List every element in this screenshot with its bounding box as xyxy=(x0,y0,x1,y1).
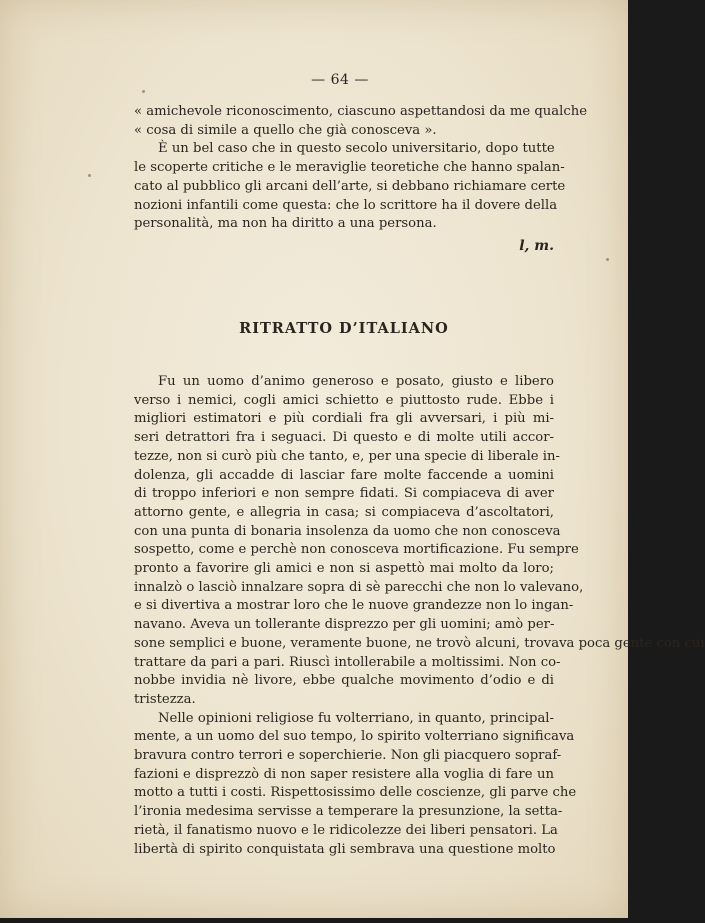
text-line: fazioni e disprezzò di non saper resistere alla voglia di fare un xyxy=(134,766,554,782)
text-line: innalzò o lasciò innalzare sopra di sè parecchi che non lo valevano, xyxy=(134,579,584,595)
text-line: verso i nemici, cogli amici schietto e piuttosto rude. Ebbe i xyxy=(134,392,554,408)
text-line: migliori estimatori e più cordiali fra gli avversari, i più mi- xyxy=(134,411,554,427)
text-line: tristezza. xyxy=(134,691,196,707)
paper-speck xyxy=(142,90,145,93)
text-line: motto a tutti i costi. Rispettosissimo delle coscienze, gli parve che xyxy=(134,785,577,801)
text-line: rietà, il fanatismo nuovo e le ridicolezze dei liberi pensatori. La xyxy=(134,822,558,838)
text-line: seri detrattori fra i seguaci. Di questo e di molte utili accor- xyxy=(134,430,554,446)
text-line: cato al pubblico gli arcani dell’arte, si debbano richiamare certe xyxy=(134,178,566,194)
page-number: — 64 — xyxy=(311,72,369,88)
paper-speck xyxy=(606,258,609,261)
text-line: « amichevole riconoscimento, ciascuno aspettandosi da me qualche xyxy=(134,104,588,119)
text-line: di troppo inferiori e non sempre fidati. Si compiaceva di aver xyxy=(134,486,554,502)
text-line: nozioni infantili come questa: che lo scrittore ha il dovere della xyxy=(134,197,558,213)
author-signature: l, m. xyxy=(519,238,554,254)
text-line: bravura contro terrori e soperchierie. Non gli piacquero sopraf- xyxy=(134,748,562,764)
text-line: dolenza, gli accadde di lasciar fare molte faccende a uomini xyxy=(134,467,554,483)
text-line: l’ironia medesima servisse a temperare la presunzione, la setta- xyxy=(134,804,563,820)
text-line: sone semplici e buone, veramente buone, ne trovò alcuni, trovava poca gente con cui xyxy=(134,635,705,651)
text-line: nobbe invidia nè livore, ebbe qualche movimento d’odio e di xyxy=(134,673,554,689)
text-line: mente, a un uomo del suo tempo, lo spirito volterriano significava xyxy=(134,729,575,745)
text-line: Fu un uomo d’animo generoso e posato, giusto e libero xyxy=(158,374,554,389)
text-line: Nelle opinioni religiose fu volterriano, in quanto, principal- xyxy=(158,710,554,726)
body-paragraphs xyxy=(134,373,705,859)
paper-speck xyxy=(88,174,91,177)
text-line: attorno gente, e allegria in casa; si compiaceva d’ascoltatori, xyxy=(134,504,554,520)
text-line: con una punta di bonaria insolenza da uomo che non conosceva xyxy=(134,523,561,539)
text-line: sospetto, come e perchè non conosceva mortificazione. Fu sempre xyxy=(134,542,579,558)
text-line: pronto a favorire gli amici e non si aspettò mai molto da loro; xyxy=(134,561,554,577)
text-line: tezze, non si curò più che tanto, e, per una specie di liberale in- xyxy=(134,448,560,464)
text-line: È un bel caso che in questo secolo universitario, dopo tutte xyxy=(158,141,555,157)
text-line: « cosa di simile a quello che già conosceva ». xyxy=(134,122,437,138)
text-line: libertà di spirito conquistata gli sembrava una questione molto xyxy=(134,841,556,857)
text-line: personalità, ma non ha diritto a una persona. xyxy=(134,216,437,232)
text-line: navano. Aveva un tollerante disprezzo per gli uomini; amò per- xyxy=(134,617,555,633)
text-line: e si divertiva a mostrar loro che le nuove grandezze non lo ingan- xyxy=(134,598,574,614)
text-line: le scoperte critiche e le meraviglie teoretiche che hanno spalan- xyxy=(134,160,565,176)
section-title: RITRATTO D’ITALIANO xyxy=(239,320,449,337)
intro-paragraphs xyxy=(134,103,588,234)
text-line: trattare da pari a pari. Riuscì intollerabile a moltissimi. Non co- xyxy=(134,654,561,670)
